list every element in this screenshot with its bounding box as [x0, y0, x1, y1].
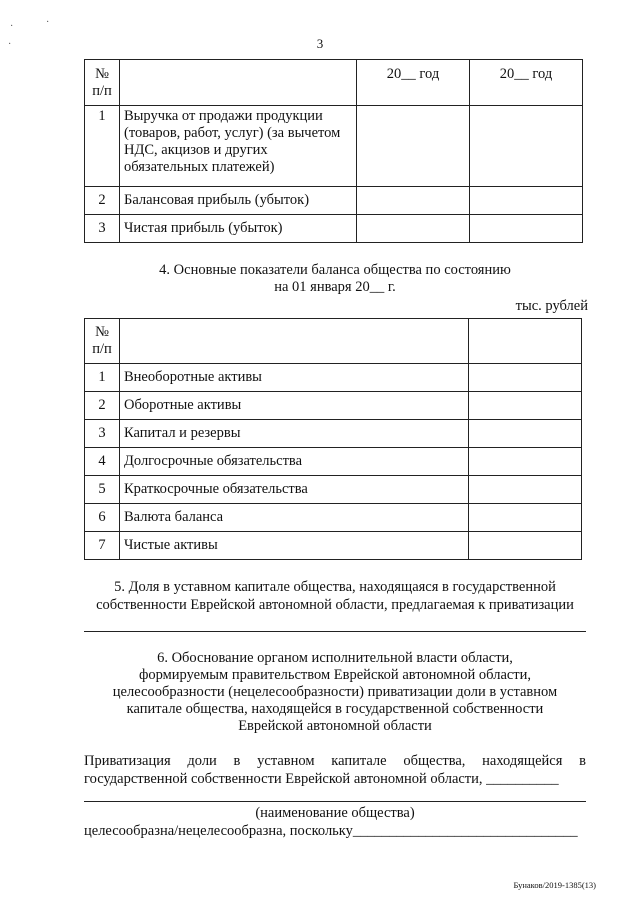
table-row [85, 476, 582, 504]
company-name-caption: (наименование общества) [255, 805, 415, 821]
cell-value [470, 215, 583, 243]
cell-value [469, 392, 582, 420]
row-number: 3 [85, 215, 120, 243]
justification-paragraph [84, 752, 586, 788]
row-label: Валюта баланса [120, 504, 469, 532]
row-label: Чистая прибыль (убыток) [120, 215, 357, 243]
cell-value [357, 187, 470, 215]
scan-mark: · [8, 39, 12, 50]
row-label: Чистые активы [120, 532, 469, 560]
table-row [85, 187, 583, 215]
cell-value [469, 476, 582, 504]
section-6-title-line: капитале общества, находящейся в государственной собственности [126, 701, 544, 717]
cell-value [469, 448, 582, 476]
row-number: 4 [85, 448, 120, 476]
table-header-row [85, 60, 583, 106]
cell-value [470, 106, 583, 187]
paragraph-line: Приватизация доли в уставном капитале общества, находящейся в [84, 753, 586, 769]
document-footer: Бунаков/2019-1385(13) [513, 880, 596, 890]
row-number: 1 [85, 364, 120, 392]
section-5-title-line: собственности Еврейской автономной области, предлагаемая к приватизации [96, 597, 574, 613]
section-6-title-line: целесообразности (нецелесообразности) приватизации доли в уставном [112, 684, 558, 700]
cell-value [470, 187, 583, 215]
justification-last-line: целесообразна/нецелесообразна, поскольку_______________________________ [84, 823, 578, 839]
cell-value [469, 532, 582, 560]
table-row [85, 392, 582, 420]
cell-value [469, 364, 582, 392]
row-label: Капитал и резервы [120, 420, 469, 448]
row-label: Краткосрочные обязательства [120, 476, 469, 504]
section-4-title [84, 262, 586, 296]
table-row [85, 532, 582, 560]
row-number: 2 [85, 187, 120, 215]
row-number: 7 [85, 532, 120, 560]
col-header-name [120, 60, 357, 106]
col-header-num: № п/п [85, 319, 120, 364]
col-header-name [120, 319, 469, 364]
col-header-num: № п/п [85, 60, 120, 106]
table-header-row [85, 319, 582, 364]
row-label: Оборотные активы [120, 392, 469, 420]
row-label: Долгосрочные обязательства [120, 448, 469, 476]
table-row [85, 106, 583, 187]
section-6-title-line: формируемым правительством Еврейской автономной области, [138, 667, 532, 683]
cell-value [469, 420, 582, 448]
row-number: 3 [85, 420, 120, 448]
row-number: 2 [85, 392, 120, 420]
cell-value [357, 106, 470, 187]
col-header-value [469, 319, 582, 364]
row-number: 1 [85, 106, 120, 187]
row-label: Внеоборотные активы [120, 364, 469, 392]
cell-value [469, 504, 582, 532]
scan-mark: · [46, 17, 50, 28]
section-6-title-line: Еврейской автономной области [238, 718, 432, 734]
table-row [85, 215, 583, 243]
section-4-title-line: 4. Основные показатели баланса общества по состоянию [159, 262, 511, 278]
col-header-year-2: 20__ год [470, 60, 583, 106]
unit-label: тыс. рублей [515, 298, 588, 314]
section-5-title-line: 5. Доля в уставном капитале общества, находящаяся в государственной [114, 579, 556, 595]
row-label: Выручка от продажи продукции (товаров, работ, услуг) (за вычетом НДС, акцизов и других обязательных платежей) [120, 106, 357, 187]
col-header-year-1: 20__ год [357, 60, 470, 106]
table-row [85, 420, 582, 448]
table-row [85, 448, 582, 476]
section-5-title [84, 578, 586, 614]
row-number: 5 [85, 476, 120, 504]
financial-results-table [84, 59, 583, 243]
row-number: 6 [85, 504, 120, 532]
balance-indicators-table [84, 318, 582, 560]
fill-in-line [84, 631, 586, 632]
cell-value [357, 215, 470, 243]
section-6-title [84, 650, 586, 735]
table-row [85, 504, 582, 532]
page-number: 3 [316, 36, 324, 51]
row-label: Балансовая прибыль (убыток) [120, 187, 357, 215]
section-6-title-line: 6. Обоснование органом исполнительной власти области, [157, 650, 513, 666]
paragraph-line: государственной собственности Еврейской автономной области, __________ [84, 771, 559, 787]
table-row [85, 364, 582, 392]
scan-mark: · [10, 21, 14, 32]
company-name-line [84, 801, 586, 802]
section-4-title-line: на 01 января 20__ г. [274, 279, 396, 295]
